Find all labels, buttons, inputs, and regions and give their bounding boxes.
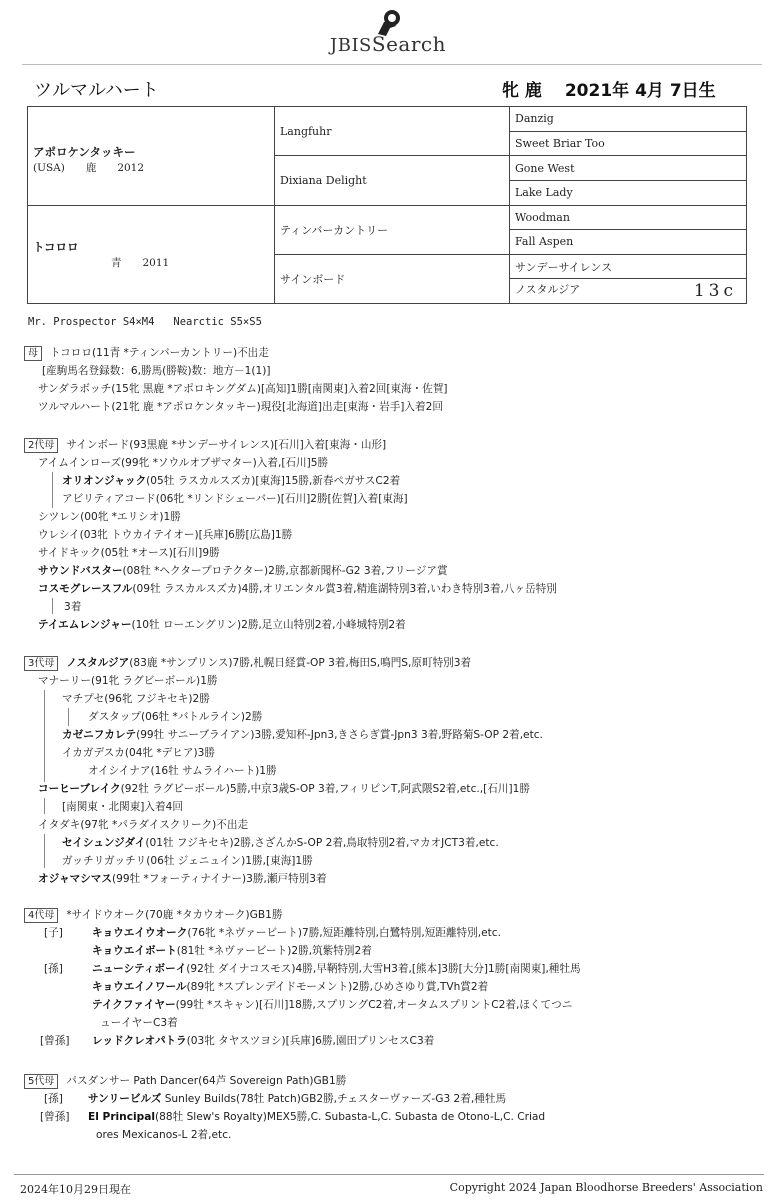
list-item: [孫] ニューシティボーイ(92牡 ダイナコスモス)4勝,早鞆特別,大雪H3着,[熊本]3勝[大分]1勝[南関東],種牡馬 (44, 963, 581, 975)
list-item: オジャマシマス(99牡 *フォーティナイナー)3勝,瀬戸特別3着 (38, 873, 327, 885)
sire-cell (28, 107, 275, 206)
section-tag: 4代母 (24, 908, 58, 923)
g3-8-cell (510, 279, 747, 304)
sire-name[interactable]: アポロケンタッキー (33, 145, 136, 160)
list-item: [産駒馬名登録数：6,勝馬(勝鞍)数：地方－1(1)] (42, 365, 271, 377)
list-item: 3着 (64, 601, 82, 613)
list-item: ューイヤーC3着 (100, 1017, 178, 1029)
tree-line (44, 834, 45, 868)
dam-sire[interactable]: ティンバーカントリー (275, 205, 510, 254)
tree-line (68, 708, 69, 726)
tree-line (44, 798, 45, 814)
list-item: [曾孫] レッドクレオパトラ(03牝 タヤスツヨシ)[兵庫]6勝,園田プリンセスC3着 (40, 1035, 435, 1047)
dam-cell (28, 205, 275, 304)
list-item: キョウエイボート(81牡 *ネヴァービート)2勝,筑紫特別2着 (92, 945, 372, 957)
list-item: コーヒーブレイク(92牡 ラグビーボール)5勝,中京3歳S-OP 3着,フィリピンT,阿武隈S2着,etc.,[石川]1勝 (38, 783, 530, 795)
list-item: [子] キョウエイウオーク(76牝 *ネヴァービート)7勝,短距離特別,白鷺特別,短距離特別,etc. (44, 927, 501, 939)
dam-name[interactable]: トコロロ (33, 239, 79, 254)
copyright: Copyright 2024 Japan Bloodhorse Breeders' Association (449, 1181, 763, 1194)
list-item: サウンドバスター(08牡 *ヘクタープロテクター)2勝,京都新聞杯-G2 3着,フリージア賞 (38, 565, 448, 577)
section-gen2 (24, 436, 724, 634)
dam-dam[interactable]: サインボード (275, 254, 510, 303)
list-item: コスモグレースフル(09牡 ラスカルスズカ)4勝,オリエンタル賞3着,精進湖特別3着,いわき特別3着,八ヶ岳特別 (38, 583, 557, 595)
list-item: イタダキ(97牝 *パラダイスクリーク)不出走 (38, 819, 249, 831)
list-item: オイシイナア(16牡 サムライハート)1勝 (88, 765, 277, 777)
inbreeding-info: Mr. Prospector S4×M4 Nearctic S5×S5 (28, 316, 262, 328)
list-item: ウレシイ(03牝 トウカイテイオー)[兵庫]6勝[広島]1勝 (38, 529, 293, 541)
list-item: ores Mexicanos-L 2着,etc. (96, 1129, 232, 1141)
list-item: [南関東・北関東]入着4回 (62, 801, 183, 813)
family-number: 13c (693, 281, 737, 302)
section-tag: 5代母 (24, 1074, 58, 1089)
list-item: キョウエイノワール(89牝 *スプレンデイドモーメント)2勝,ひめさゆり賞,TVh賞2着 (92, 981, 489, 993)
list-item: ダスタップ(06牡 *バトルライン)2勝 (88, 711, 263, 723)
list-item: 母 トコロロ(11青 *ティンバーカントリー)不出走 (24, 344, 724, 362)
header-divider (22, 64, 762, 65)
list-item: テイクファイヤー(99牡 *スキャン)[石川]18勝,スプリングC2着,オータムスプリントC2着,ほくてつニ (92, 999, 573, 1011)
list-item: オリオンジャック(05牡 ラスカルスズカ)[東海]15勝,新春ペガサスC2着 (62, 475, 401, 487)
g3-3[interactable]: Gone West (510, 156, 747, 181)
list-item: シツレン(00牝 *エリシオ)1勝 (38, 511, 181, 523)
horse-meta: 牝 鹿 2021年 4月 7日生 (502, 81, 716, 101)
sire-dam[interactable]: Dixiana Delight (275, 156, 510, 205)
g3-8[interactable]: ノスタルジア (515, 283, 581, 297)
as-of-date: 2024年10月29日現在 (20, 1183, 131, 1196)
section-gen4 (24, 906, 724, 1050)
list-item: 3代母 ノスタルジア(83鹿 *サンプリンス)7勝,札幌日経賞-OP 3着,梅田S,鳴門S,原町特別3着 (24, 654, 724, 672)
sire-sire[interactable]: Langfuhr (275, 107, 510, 156)
list-item: セイシュンジダイ(01牡 フジキセキ)2勝,さざんかS-OP 2着,鳥取特別2着,マカオJCT3着,etc. (62, 837, 499, 849)
logo-text: JBISSearch (330, 32, 446, 56)
tree-line (44, 690, 45, 782)
list-item: ガッチリガッチリ(06牡 ジェニュイン)1勝,[東海]1勝 (62, 855, 313, 867)
list-item: [曾孫] El Principal(88牡 Slew's Royalty)MEX5勝,C. Subasta-L,C. Subasta de Otono-L,C. Criad (40, 1111, 546, 1123)
g3-5[interactable]: Woodman (510, 205, 747, 230)
list-item: サンダラボッチ(15牝 黒鹿 *アポロキングダム)[高知]1勝[南関東]入着2回[東海・佐賀] (38, 383, 448, 395)
list-item: サイドキック(05牡 *オース)[石川]9勝 (38, 547, 220, 559)
list-item: イカガデスカ(04牝 *デヒア)3勝 (62, 747, 215, 759)
section-tag: 2代母 (24, 438, 58, 453)
list-item: マチプセ(96牝 フジキセキ)2勝 (62, 693, 210, 705)
section-gen3 (24, 654, 724, 888)
g3-6[interactable]: Fall Aspen (510, 230, 747, 255)
pedigree-table (27, 106, 747, 304)
list-item: カゼニフカレテ(99牡 サニーブライアン)3勝,愛知杯-Jpn3,きさらぎ賞-Jpn3 3着,野路菊S-OP 2着,etc. (62, 729, 543, 741)
horse-name: ツルマルハート (34, 80, 159, 101)
list-item: アイムインローズ(99牝 *ソウルオブザマター)入着,[石川]5勝 (38, 457, 329, 469)
section-tag: 母 (24, 346, 42, 361)
section-gen5 (24, 1072, 724, 1144)
sire-info: (USA) 鹿 2012 (33, 162, 145, 175)
list-item: テイエムレンジャー(10牡 ローエングリン)2勝,足立山特別2着,小峰城特別2着 (38, 619, 406, 631)
list-item: [孫] サンリービルズ Sunley Builds(78牡 Patch)GB2勝,チェスターヴァーズ-G3 2着,種牡馬 (44, 1093, 507, 1105)
g3-4[interactable]: Lake Lady (510, 180, 747, 205)
section-tag: 3代母 (24, 656, 58, 671)
dam-info: 青 2011 (111, 256, 170, 269)
list-item: 2代母 サインボード(93黒鹿 *サンデーサイレンス)[石川]入着[東海・山形] (24, 436, 724, 454)
tree-line (52, 598, 53, 614)
g3-7[interactable]: サンデーサイレンス (510, 254, 747, 279)
tree-line (52, 472, 53, 508)
title-row (28, 76, 748, 102)
list-item: ツルマルハート(21牝 鹿 *アポロケンタッキー)現役[北海道]出走[東海・岩手]入着2回 (38, 401, 443, 413)
footer-divider (14, 1174, 764, 1175)
list-item: 5代母 パスダンサー Path Dancer(64芦 Sovereign Path)GB1勝 (24, 1072, 724, 1090)
list-item: 4代母 *サイドウオーク(70鹿 *タカウオーク)GB1勝 (24, 906, 724, 924)
g3-1[interactable]: Danzig (510, 107, 747, 132)
list-item: アビリティアコード(06牝 *リンドシェーバー)[石川]2勝[佐賀]入着[東海] (62, 493, 408, 505)
list-item: マナーリー(91牝 ラグビーボール)1勝 (38, 675, 218, 687)
g3-2[interactable]: Sweet Briar Too (510, 131, 747, 156)
section-mother (24, 344, 724, 416)
jbis-search-logo[interactable] (330, 8, 460, 54)
